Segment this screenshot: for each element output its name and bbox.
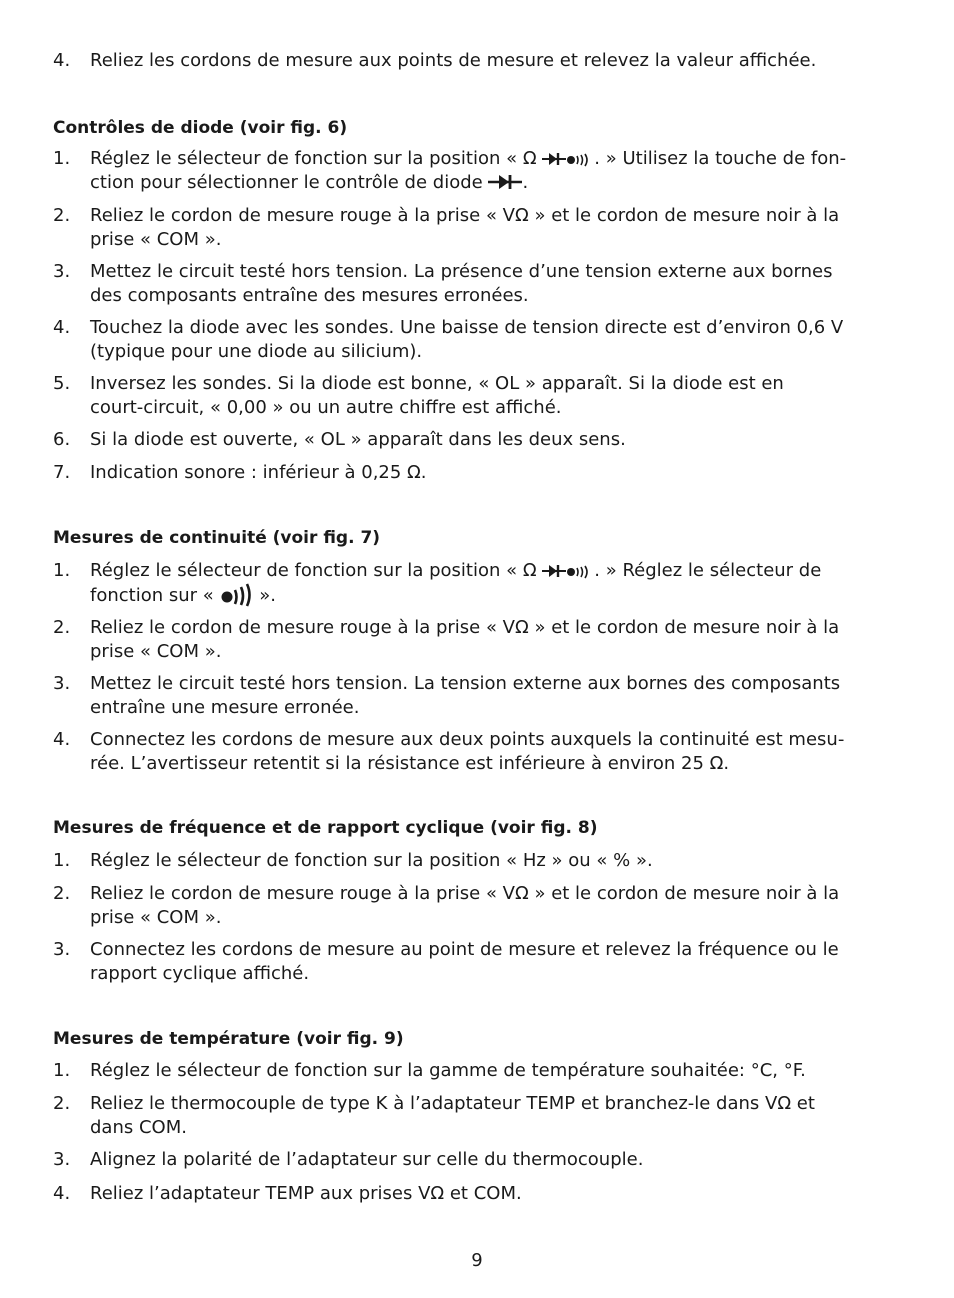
text-line: entraîne une mesure erronée. <box>90 696 360 718</box>
text-line: Mettez le circuit testé hors tension. La présence d’une tension externe aux bornes <box>90 261 833 282</box>
item-text: Indication sonore : inférieur à 0,25 Ω. <box>90 462 427 483</box>
list-item <box>53 316 898 363</box>
item-text <box>90 204 898 251</box>
item-text: Reliez les cordons de mesure aux points de mesure et relevez la valeur affichée. <box>90 50 817 71</box>
item-number: 4. <box>53 1183 71 1204</box>
item-number: 3. <box>53 261 71 282</box>
list-item <box>53 938 898 985</box>
text-line: prise « COM ». <box>90 228 222 250</box>
text-line: Reliez le cordon de mesure rouge à la prise « VΩ » et le cordon de mesure noir à la <box>90 883 840 904</box>
item-text <box>90 672 898 719</box>
text-line: des composants entraîne des mesures erronées. <box>90 284 529 306</box>
item-number: 2. <box>53 205 71 226</box>
text-line: court-circuit, « 0,00 » ou un autre chiffre est affiché. <box>90 396 562 418</box>
text-run: fonction sur « <box>90 584 220 606</box>
text-line: Reliez le cordon de mesure rouge à la prise « VΩ » et le cordon de mesure noir à la <box>90 205 840 226</box>
diode-icon <box>542 563 566 579</box>
text-line: prise « COM ». <box>90 640 222 662</box>
text-line: rapport cyclique affiché. <box>90 962 310 984</box>
item-number: 2. <box>53 1093 71 1114</box>
text-line: dans COM. <box>90 1116 187 1138</box>
list-item <box>53 1182 898 1206</box>
text-line: Touchez la diode avec les sondes. Une baisse de tension directe est d’environ 0,6 V <box>90 317 844 338</box>
diode-icon <box>542 151 566 167</box>
item-text <box>90 147 898 194</box>
text-run: ». <box>253 584 276 606</box>
text-line: prise « COM ». <box>90 906 222 928</box>
item-number: 3. <box>53 673 71 694</box>
item-text: Réglez le sélecteur de fonction sur la gamme de température souhaitée: °C, °F. <box>90 1060 806 1081</box>
section-heading-diode: Contrôles de diode (voir fig. 6) <box>53 118 348 138</box>
list-item <box>53 147 898 194</box>
item-text <box>90 882 898 929</box>
item-number: 1. <box>53 560 71 581</box>
continuity-beep-icon <box>566 153 594 167</box>
text-run: . » Utilisez la touche de fon- <box>594 148 847 169</box>
text-line: Connectez les cordons de mesure au point de mesure et relevez la fréquence ou le <box>90 939 839 960</box>
list-item <box>53 428 898 452</box>
item-text <box>90 938 898 985</box>
text-run: Réglez le sélecteur de fonction sur la position « Ω <box>90 148 543 169</box>
page-number: 9 <box>471 1250 483 1271</box>
list-item <box>53 372 898 419</box>
list-item <box>53 1059 898 1083</box>
item-number: 2. <box>53 883 71 904</box>
item-text: Réglez le sélecteur de fonction sur la position « Hz » ou « % ». <box>90 850 653 871</box>
list-item <box>53 49 898 73</box>
text-line: Reliez le cordon de mesure rouge à la prise « VΩ » et le cordon de mesure noir à la <box>90 617 840 638</box>
text-run: . <box>522 171 529 193</box>
item-text: Reliez l’adaptateur TEMP aux prises VΩ et COM. <box>90 1183 522 1204</box>
item-number: 3. <box>53 939 71 960</box>
diode-icon <box>488 173 522 191</box>
list-item <box>53 728 898 775</box>
text-line: (typique pour une diode au silicium). <box>90 340 423 362</box>
item-text <box>90 728 898 775</box>
item-text <box>90 372 898 419</box>
text-run: . » Réglez le sélecteur de <box>594 560 822 581</box>
text-run: Réglez le sélecteur de fonction sur la position « Ω <box>90 560 543 581</box>
item-text: Si la diode est ouverte, « OL » apparaît dans les deux sens. <box>90 429 626 450</box>
text-line: Connectez les cordons de mesure aux deux points auxquels la continuité est mesu- <box>90 729 845 750</box>
list-item <box>53 559 898 607</box>
item-number: 1. <box>53 850 71 871</box>
item-text <box>90 559 898 607</box>
list-item <box>53 260 898 307</box>
item-text <box>90 316 898 363</box>
item-number: 1. <box>53 1060 71 1081</box>
text-line: Reliez le thermocouple de type K à l’adaptateur TEMP et branchez-le dans VΩ et <box>90 1093 815 1114</box>
list-item <box>53 672 898 719</box>
list-item <box>53 1148 898 1172</box>
list-item <box>53 204 898 251</box>
text-line: Mettez le circuit testé hors tension. La tension externe aux bornes des composants <box>90 673 841 694</box>
list-item <box>53 461 898 485</box>
item-number: 7. <box>53 462 71 483</box>
item-number: 4. <box>53 50 71 71</box>
item-number: 2. <box>53 617 71 638</box>
item-number: 4. <box>53 317 71 338</box>
item-text <box>90 260 898 307</box>
section-heading-frequency: Mesures de fréquence et de rapport cyclique (voir fig. 8) <box>53 818 598 838</box>
list-item <box>53 1092 898 1139</box>
text-line: Inversez les sondes. Si la diode est bonne, « OL » apparaît. Si la diode est en <box>90 373 784 394</box>
item-number: 4. <box>53 729 71 750</box>
list-item <box>53 882 898 929</box>
text-line: rée. L’avertisseur retentit si la résistance est inférieure à environ 25 Ω. <box>90 752 730 774</box>
continuity-beep-icon <box>566 565 594 579</box>
item-number: 6. <box>53 429 71 450</box>
item-text <box>90 1092 898 1139</box>
list-item <box>53 616 898 663</box>
item-text: Alignez la polarité de l’adaptateur sur celle du thermocouple. <box>90 1149 644 1170</box>
item-number: 3. <box>53 1149 71 1170</box>
section-heading-continuity: Mesures de continuité (voir fig. 7) <box>53 528 381 548</box>
section-heading-temperature: Mesures de température (voir fig. 9) <box>53 1029 404 1049</box>
item-number: 1. <box>53 148 71 169</box>
list-item <box>53 849 898 873</box>
continuity-beep-icon <box>220 583 254 607</box>
item-number: 5. <box>53 373 71 394</box>
text-run: ction pour sélectionner le contrôle de diode <box>90 171 489 193</box>
item-text <box>90 616 898 663</box>
